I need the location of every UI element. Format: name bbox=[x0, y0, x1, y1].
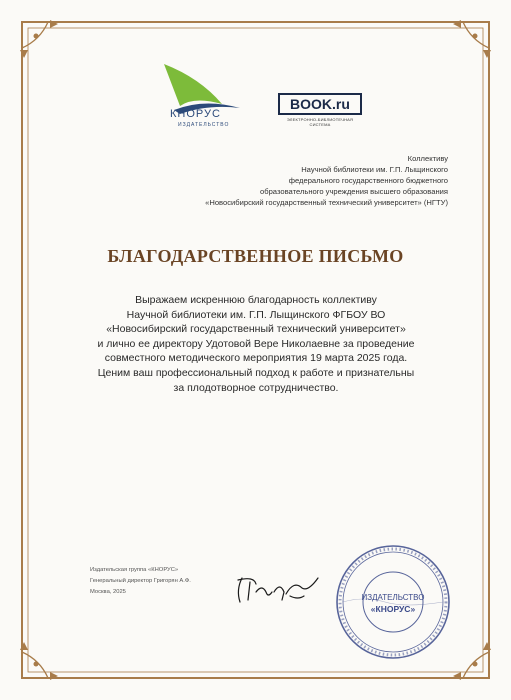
signatory-line: Издательская группа «КНОРУС» bbox=[90, 567, 179, 573]
body-line: и лично ее директору Удотовой Вере Николаевне за проведение bbox=[97, 337, 415, 350]
body-line: Научной библиотеки им. Г.П. Лыщинского ФГБОУ ВО bbox=[126, 308, 386, 321]
addressee-line: «Новосибирский государственный технический университет» (НГТУ) bbox=[205, 198, 448, 207]
signatory-block bbox=[90, 565, 191, 598]
bookru-logo bbox=[278, 93, 362, 127]
signatory-line: Москва, 2025 bbox=[90, 589, 126, 595]
addressee-line: Коллективу bbox=[407, 154, 448, 163]
korus-logo-name: КНОРУС bbox=[170, 108, 221, 120]
korus-logo-subtitle: ИЗДАТЕЛЬСТВО bbox=[178, 122, 230, 128]
body-line: Ценим ваш профессиональный подход к работе и признательны bbox=[97, 366, 415, 379]
stamp-line-2: «КНОРУС» bbox=[370, 604, 416, 614]
addressee-line: федерального государственного бюджетного bbox=[288, 176, 448, 185]
letter-title: БЛАГОДАРСТВЕННОЕ ПИСЬМО bbox=[107, 246, 404, 266]
korus-logo-icon bbox=[160, 60, 242, 142]
publisher-stamp-icon bbox=[333, 542, 453, 662]
addressee-block bbox=[108, 153, 448, 208]
letter-body bbox=[60, 293, 452, 395]
signature-icon bbox=[232, 570, 327, 610]
bookru-logo-name: BOOK.ru bbox=[278, 93, 362, 115]
body-line: Выражаем искреннюю благодарность коллективу bbox=[135, 294, 377, 306]
addressee-line: Научной библиотеки им. Г.П. Лыщинского bbox=[301, 165, 448, 174]
body-line: совместного методического мероприятия 19 марта 2025 года. bbox=[104, 352, 408, 365]
signatory-line: Генеральный директор Григорян А.Ф. bbox=[90, 578, 191, 584]
body-line: «Новосибирский государственный технический университет» bbox=[106, 323, 406, 336]
bookru-logo-subtitle: ЭЛЕКТРОННО-БИБЛИОТЕЧНАЯ СИСТЕМА bbox=[286, 117, 354, 127]
addressee-line: образовательного учреждения высшего образования bbox=[260, 187, 448, 196]
body-line: за плодотворное сотрудничество. bbox=[173, 381, 339, 394]
stamp-line-1: ИЗДАТЕЛЬСТВО bbox=[361, 593, 425, 602]
